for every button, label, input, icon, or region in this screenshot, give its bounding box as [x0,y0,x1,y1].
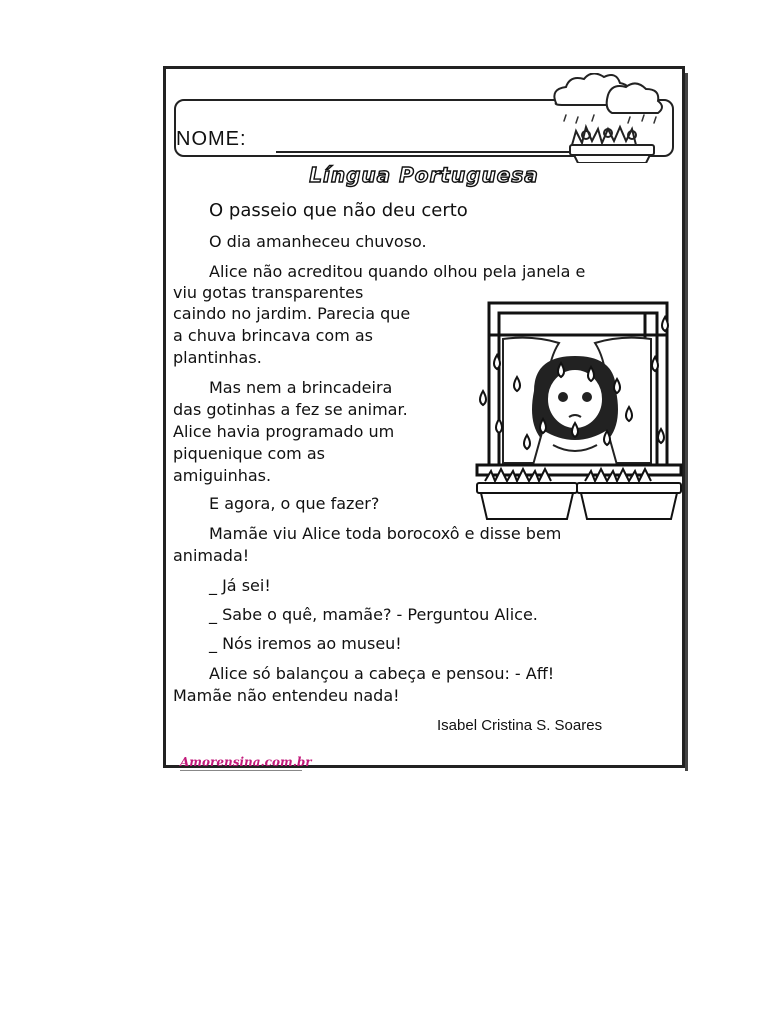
story-title: O passeio que não deu certo [209,200,468,221]
story-line: a chuva brincava com as [173,326,374,345]
watermark-underline [180,770,302,771]
story-line: Alice só balançou a cabeça e pensou: - Aff! [209,664,555,683]
name-input-line[interactable] [276,151,576,153]
author-signature: Isabel Cristina S. Soares [437,717,603,734]
name-label: NOME: [176,128,247,150]
story-line: das gotinhas a fez se animar. [173,400,408,419]
story-line: E agora, o que fazer? [209,494,380,513]
girl-at-rainy-window-icon [469,295,683,525]
story-line: piquenique com as [173,444,325,463]
story-line: animada! [173,546,250,565]
story-line: _ Sabe o quê, mamãe? - Perguntou Alice. [209,605,538,624]
story-line: Mamãe viu Alice toda borocoxô e disse bem [209,524,562,543]
worksheet-page [163,66,685,768]
site-watermark[interactable]: Amorensina.com.br [180,755,312,769]
clouds-rain-flowerpot-icon [546,73,676,163]
story-line: Alice não acreditou quando olhou pela janela e [209,262,586,281]
story-line: amiguinhas. [173,466,272,485]
story-line: O dia amanheceu chuvoso. [209,232,427,251]
story-line: Mas nem a brincadeira [209,378,393,397]
story-line: plantinhas. [173,348,262,367]
story-line: _ Nós iremos ao museu! [209,634,402,653]
story-line: Alice havia programado um [173,422,395,441]
subject-title: Língua Portuguesa [309,163,539,187]
story-line: _ Já sei! [209,576,271,595]
story-line: viu gotas transparentes [173,283,364,302]
story-line: Mamãe não entendeu nada! [173,686,400,705]
story-line: caindo no jardim. Parecia que [173,304,411,323]
